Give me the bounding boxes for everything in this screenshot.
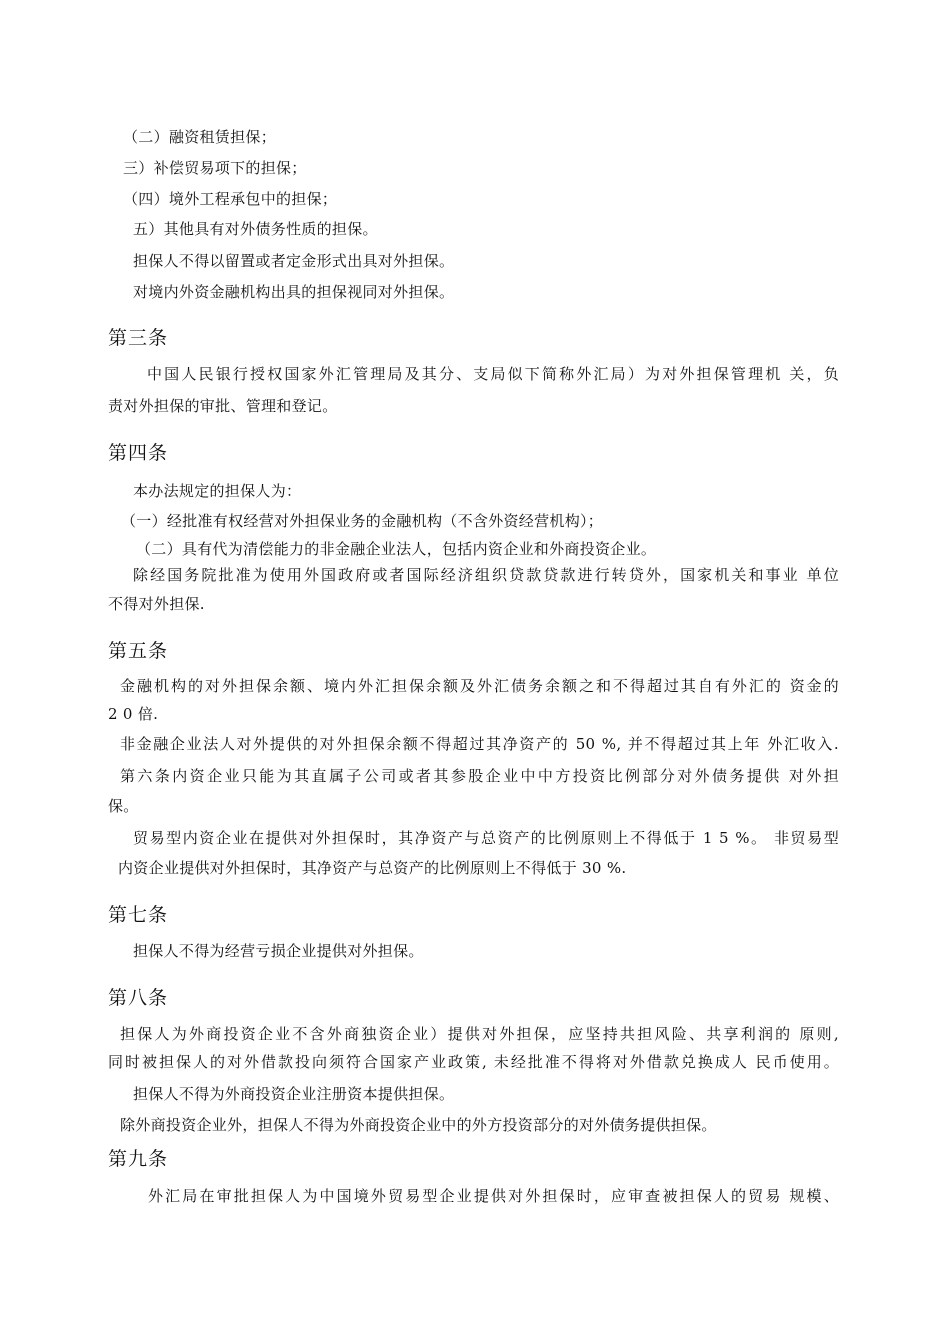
paragraph: 除外商投资企业外，担保人不得为外商投资企业中的外方投资部分的对外债务提供担保。 <box>120 1116 717 1134</box>
list-item-5: 五）其他具有对外债务性质的担保。 <box>133 220 378 238</box>
paragraph: 不得对外担保. <box>108 595 205 613</box>
paragraph: 对境内外资金融机构出具的担保视同对外担保。 <box>133 283 455 301</box>
paragraph: 本办法规定的担保人为： <box>133 482 302 500</box>
article-heading-4: 第四条 <box>108 442 169 464</box>
article-heading-9: 第九条 <box>108 1148 169 1170</box>
list-item-2: （二）具有代为清偿能力的非金融企业法人，包括内资企业和外商投资企业。 <box>136 540 657 558</box>
paragraph: 非金融企业法人对外提供的对外担保余额不得超过其净资产的 50 %, 并不得超过其上年 外汇收入. <box>120 735 839 753</box>
paragraph: 担保人不得为经营亏损企业提供对外担保。 <box>133 942 424 960</box>
paragraph: 除经国务院批准为使用外国政府或者国际经济组织贷款贷款进行转贷外，国家机关和事业 单位 <box>133 566 839 584</box>
list-item-3: 三）补偿贸易项下的担保； <box>123 159 307 177</box>
paragraph: 保。 <box>108 797 139 815</box>
paragraph: 中国人民银行授权国家外汇管理局及其分、支局似下简称外汇局）为对外担保管理机 关，负 <box>147 365 839 383</box>
paragraph: 责对外担保的审批、管理和登记。 <box>108 397 338 415</box>
list-item-1: （一）经批准有权经营对外担保业务的金融机构（不含外资经营机构）； <box>121 512 604 530</box>
paragraph: 担保人不得以留置或者定金形式出具对外担保。 <box>133 252 455 270</box>
article-heading-8: 第八条 <box>108 987 169 1009</box>
paragraph: 金融机构的对外担保余额、境内外汇担保余额及外汇债务余额之和不得超过其自有外汇的 资金的 <box>120 677 839 695</box>
article-heading-3: 第三条 <box>108 327 169 349</box>
paragraph: 2 0 倍. <box>108 705 159 723</box>
paragraph: 内资企业提供对外担保时，其净资产与总资产的比例原则上不得低于 30 %. <box>118 859 627 877</box>
article-heading-5: 第五条 <box>108 640 169 662</box>
list-item-4: （四）境外工程承包中的担保； <box>123 190 338 208</box>
article-heading-7: 第七条 <box>108 904 169 926</box>
paragraph: 贸易型内资企业在提供对外担保时，其净资产与总资产的比例原则上不得低于 1 5 %。 非贸易型 <box>133 829 839 847</box>
paragraph: 担保人为外商投资企业不含外商独资企业）提供对外担保，应坚持共担风险、共享利润的 原则, <box>120 1025 839 1043</box>
paragraph: 担保人不得为外商投资企业注册资本提供担保。 <box>133 1085 455 1103</box>
paragraph: 同时被担保人的对外借款投向须符合国家产业政策, 未经批准不得将对外借款兑换成人 民币使用。 <box>108 1053 839 1071</box>
paragraph: 第六条内资企业只能为其直属子公司或者其参股企业中中方投资比例部分对外债务提供 对外担 <box>120 767 839 785</box>
list-item-2: （二）融资租赁担保； <box>123 128 277 146</box>
paragraph: 外汇局在审批担保人为中国境外贸易型企业提供对外担保时，应审查被担保人的贸易 规模、 <box>148 1187 839 1205</box>
